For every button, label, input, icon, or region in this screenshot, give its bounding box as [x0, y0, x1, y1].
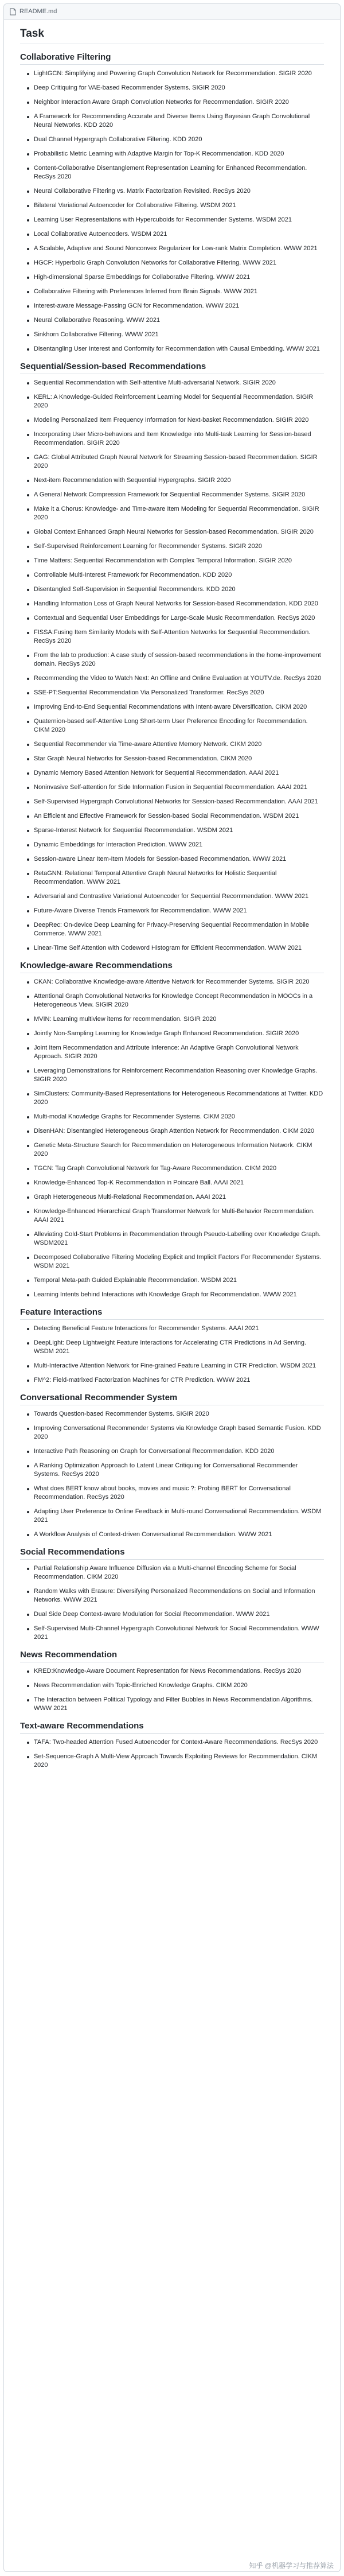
list-item: Joint Item Recommendation and Attribute Inference: An Adaptive Graph Convolutional Network Approach. SIGIR 2020: [27, 1044, 324, 1061]
list-item: News Recommendation with Topic-Enriched Knowledge Graphs. CIKM 2020: [27, 1681, 324, 1690]
list-item: GAG: Global Attributed Graph Neural Network for Streaming Session-based Recommendation. SIGIR 2020: [27, 453, 324, 471]
list-item: Alleviating Cold-Start Problems in Recommendation through Pseudo-Labelling over Knowledge Graph. WSDM2021: [27, 1230, 324, 1248]
list-item: Contextual and Sequential User Embeddings for Large-Scale Music Recommendation. RecSys 2020: [27, 614, 324, 623]
list-item: Leveraging Demonstrations for Reinforcement Recommendation Reasoning over Knowledge Graphs. SIGIR 2020: [27, 1067, 324, 1084]
list-item: Self-Supervised Reinforcement Learning for Recommender Systems. SIGIR 2020: [27, 542, 324, 551]
list-item: Sequential Recommender via Time-aware Attentive Memory Network. CIKM 2020: [27, 740, 324, 749]
section-heading: News Recommendation: [20, 1650, 324, 1662]
list-item: Collaborative Filtering with Preferences Inferred from Brain Signals. WWW 2021: [27, 287, 324, 296]
list-item: A Framework for Recommending Accurate and Diverse Items Using Bayesian Graph Convolutional Neural Networks. KDD 2020: [27, 112, 324, 130]
list-item: Bilateral Variational Autoencoder for Collaborative Filtering. WSDM 2021: [27, 201, 324, 210]
list-item: Self-Supervised Multi-Channel Hypergraph Convolutional Network for Social Recommendation. WWW 2021: [27, 1625, 324, 1642]
list-item: Next-item Recommendation with Sequential Hypergraphs. SIGIR 2020: [27, 476, 324, 485]
list-item: Make it a Chorus: Knowledge- and Time-aware Item Modeling for Sequential Recommendation. SIGIR 2020: [27, 505, 324, 522]
list-item: Learning Intents behind Interactions with Knowledge Graph for Recommendation. WWW 2021: [27, 1291, 324, 1299]
list-item: Attentional Graph Convolutional Networks for Knowledge Concept Recommendation in MOOCs in a Heterogeneous View. SIGIR 2020: [27, 992, 324, 1009]
list-item: Improving Conversational Recommender Systems via Knowledge Graph based Semantic Fusion. KDD 2020: [27, 1424, 324, 1442]
list-item: Dynamic Memory Based Attention Network for Sequential Recommendation. AAAI 2021: [27, 769, 324, 778]
list-item: Neighbor Interaction Aware Graph Convolution Networks for Recommendation. SIGIR 2020: [27, 98, 324, 107]
list-item: Sinkhorn Collaborative Filtering. WWW 2021: [27, 331, 324, 339]
section-heading: Knowledge-aware Recommendations: [20, 961, 324, 973]
list-item: Partial Relationship Aware Influence Diffusion via a Multi-channel Encoding Scheme for Social Recommendation. CIKM 2020: [27, 1564, 324, 1582]
file-header: [4, 4, 340, 20]
list-item: Session-aware Linear Item-Item Models for Session-based Recommendation. WWW 2021: [27, 855, 324, 864]
file-icon: [10, 8, 16, 15]
file-name[interactable]: README.md: [19, 8, 57, 15]
paper-list: [20, 1564, 324, 1642]
list-item: Genetic Meta-Structure Search for Recommendation on Heterogeneous Information Network. CIKM 2020: [27, 1141, 324, 1159]
list-item: Graph Heterogeneous Multi-Relational Recommendation. AAAI 2021: [27, 1193, 324, 1202]
list-item: TAFA: Two-headed Attention Fused Autoencoder for Context-Aware Recommendations. RecSys 2020: [27, 1738, 324, 1747]
list-item: Time Matters: Sequential Recommendation with Complex Temporal Information. SIGIR 2020: [27, 557, 324, 565]
list-item: Disentangling User Interest and Conformity for Recommendation with Causal Embedding. WWW 2021: [27, 345, 324, 353]
paper-list: [20, 1738, 324, 1770]
list-item: Multi-Interactive Attention Network for Fine-grained Feature Learning in CTR Prediction. WSDM 2021: [27, 1362, 324, 1370]
list-item: Controllable Multi-Interest Framework for Recommendation. KDD 2020: [27, 571, 324, 580]
list-item: Towards Question-based Recommender Systems. SIGIR 2020: [27, 1410, 324, 1419]
list-item: Probabilistic Metric Learning with Adaptive Margin for Top-K Recommendation. KDD 2020: [27, 150, 324, 158]
list-item: FISSA:Fusing Item Similarity Models with Self-Attention Networks for Sequential Recommendation. RecSys 2020: [27, 628, 324, 646]
list-item: Decomposed Collaborative Filtering Modeling Explicit and Implicit Factors For Recommender Systems. WSDM 2021: [27, 1253, 324, 1270]
list-item: A Scalable, Adaptive and Sound Nonconvex Regularizer for Low-rank Matrix Completion. WWW 2021: [27, 244, 324, 253]
list-item: Deep Critiquing for VAE-based Recommender Systems. SIGIR 2020: [27, 84, 324, 92]
list-item: Disentangled Self-Supervision in Sequential Recommenders. KDD 2020: [27, 585, 324, 594]
list-item: Adapting User Preference to Online Feedback in Multi-round Conversational Recommendation. WSDM 2021: [27, 1507, 324, 1525]
page-title: Task: [20, 28, 324, 44]
list-item: Local Collaborative Autoencoders. WSDM 2021: [27, 230, 324, 239]
section-heading: Social Recommendations: [20, 1547, 324, 1560]
list-item: A General Network Compression Framework for Sequential Recommender Systems. SIGIR 2020: [27, 491, 324, 499]
paper-list: [20, 379, 324, 953]
list-item: CKAN: Collaborative Knowledge-aware Attentive Network for Recommender Systems. SIGIR 2020: [27, 978, 324, 986]
list-item: Interest-aware Message-Passing GCN for Recommendation. WWW 2021: [27, 302, 324, 310]
list-item: A Workflow Analysis of Context-driven Conversational Recommendation. WWW 2021: [27, 1530, 324, 1539]
list-item: Handling Information Loss of Graph Neural Networks for Session-based Recommendation. KDD 2020: [27, 600, 324, 608]
watermark-text: 知乎 @机器学习与推荐算法: [249, 2562, 334, 2570]
list-item: Neural Collaborative Filtering vs. Matrix Factorization Revisited. RecSys 2020: [27, 187, 324, 196]
list-item: Dual Side Deep Context-aware Modulation for Social Recommendation. WWW 2021: [27, 1610, 324, 1619]
paper-list: [20, 1410, 324, 1539]
list-item: Star Graph Neural Networks for Session-based Recommendation. CIKM 2020: [27, 755, 324, 763]
list-item: Future-Aware Diverse Trends Framework for Recommendation. WWW 2021: [27, 907, 324, 915]
list-item: MVIN: Learning multiview items for recommendation. SIGIR 2020: [27, 1015, 324, 1024]
paper-list: [20, 1324, 324, 1385]
list-item: Modeling Personalized Item Frequency Information for Next-basket Recommendation. SIGIR 2020: [27, 416, 324, 425]
list-item: RetaGNN: Relational Temporal Attentive Graph Neural Networks for Holistic Sequential Recommendation. WWW 2021: [27, 869, 324, 887]
list-item: TGCN: Tag Graph Convolutional Network for Tag-Aware Recommendation. CIKM 2020: [27, 1164, 324, 1173]
list-item: Interactive Path Reasoning on Graph for Conversational Recommendation. KDD 2020: [27, 1447, 324, 1456]
list-item: Noninvasive Self-attention for Side Information Fusion in Sequential Recommendation. AAAI 2021: [27, 783, 324, 792]
list-item: Jointly Non-Sampling Learning for Knowledge Graph Enhanced Recommendation. SIGIR 2020: [27, 1029, 324, 1038]
list-item: Dual Channel Hypergraph Collaborative Filtering. KDD 2020: [27, 135, 324, 144]
list-item: Self-Supervised Hypergraph Convolutional Networks for Session-based Recommendation. AAAI 2021: [27, 798, 324, 806]
list-item: Set-Sequence-Graph A Multi-View Approach Towards Exploiting Reviews for Recommendation. CIKM 2020: [27, 1753, 324, 1770]
section-heading: Text-aware Recommendations: [20, 1721, 324, 1734]
list-item: DeepLight: Deep Lightweight Feature Interactions for Accelerating CTR Predictions in Ad Serving. WSDM 2021: [27, 1339, 324, 1356]
list-item: Neural Collaborative Reasoning. WWW 2021: [27, 316, 324, 325]
readme-file-card: [3, 3, 341, 2572]
list-item: Global Context Enhanced Graph Neural Networks for Session-based Recommendation. SIGIR 2020: [27, 528, 324, 537]
list-item: Improving End-to-End Sequential Recommendations with Intent-aware Diversification. CIKM 2020: [27, 703, 324, 712]
list-item: Detecting Beneficial Feature Interactions for Recommender Systems. AAAI 2021: [27, 1324, 324, 1333]
readme-content: [4, 20, 340, 1770]
list-item: Knowledge-Enhanced Top-K Recommendation in Poincaré Ball. AAAI 2021: [27, 1179, 324, 1187]
list-item: SSE-PT:Sequential Recommendation Via Personalized Transformer. RecSys 2020: [27, 689, 324, 697]
paper-list: [20, 69, 324, 353]
list-item: Linear-Time Self Attention with Codeword Histogram for Efficient Recommendation. WWW 2021: [27, 944, 324, 953]
list-item: FM^2: Field-matrixed Factorization Machines for CTR Prediction. WWW 2021: [27, 1376, 324, 1385]
list-item: KERL: A Knowledge-Guided Reinforcement Learning Model for Sequential Recommendation. SIGIR 2020: [27, 393, 324, 410]
list-item: DisenHAN: Disentangled Heterogeneous Graph Attention Network for Recommendation. CIKM 2020: [27, 1127, 324, 1136]
section-heading: Sequential/Session-based Recommendations: [20, 362, 324, 374]
list-item: Sparse-Interest Network for Sequential Recommendation. WSDM 2021: [27, 826, 324, 835]
list-item: Incorporating User Micro-behaviors and Item Knowledge into Multi-task Learning for Session-based Recommendation. SIGIR 2020: [27, 430, 324, 448]
list-item: Adversarial and Contrastive Variational Autoencoder for Sequential Recommendation. WWW 2021: [27, 892, 324, 901]
list-item: What does BERT know about books, movies and music ?: Probing BERT for Conversational Recommendation. RecSys 2020: [27, 1485, 324, 1502]
list-item: High-dimensional Sparse Embeddings for Collaborative Filtering. WWW 2021: [27, 273, 324, 282]
list-item: A Ranking Optimization Approach to Latent Linear Critiquing for Conversational Recommender Systems. RecSys 2020: [27, 1462, 324, 1479]
list-item: Quaternion-based self-Attentive Long Short-term User Preference Encoding for Recommendation. CIKM 2020: [27, 717, 324, 735]
paper-list: [20, 1667, 324, 1713]
list-item: Knowledge-Enhanced Hierarchical Graph Transformer Network for Multi-Behavior Recommendation. AAAI 2021: [27, 1207, 324, 1225]
list-item: HGCF: Hyperbolic Graph Convolution Networks for Collaborative Filtering. WWW 2021: [27, 259, 324, 267]
sections-container: [20, 52, 324, 1770]
list-item: LightGCN: Simplifying and Powering Graph Convolution Network for Recommendation. SIGIR 2020: [27, 69, 324, 78]
watermark: [249, 2561, 334, 2570]
section-heading: Feature Interactions: [20, 1307, 324, 1320]
list-item: Sequential Recommendation with Self-attentive Multi-adversarial Network. SIGIR 2020: [27, 379, 324, 387]
list-item: Recommending the Video to Watch Next: An Offline and Online Evaluation at YOUTV.de. RecSys 2020: [27, 674, 324, 683]
list-item: DeepRec: On-device Deep Learning for Privacy-Preserving Sequential Recommendation in Mobile Commerce. WWW 2021: [27, 921, 324, 938]
section-heading: Collaborative Filtering: [20, 52, 324, 65]
list-item: Learning User Representations with Hypercuboids for Recommender Systems. WSDM 2021: [27, 216, 324, 224]
list-item: An Efficient and Effective Framework for Session-based Social Recommendation. WSDM 2021: [27, 812, 324, 821]
list-item: Multi-modal Knowledge Graphs for Recommender Systems. CIKM 2020: [27, 1113, 324, 1121]
list-item: SimClusters: Community-Based Representations for Heterogeneous Recommendations at Twitter. KDD 2020: [27, 1090, 324, 1107]
section-heading: Conversational Recommender System: [20, 1393, 324, 1405]
list-item: Content-Collaborative Disentanglement Representation Learning for Enhanced Recommendation. RecSys 2020: [27, 164, 324, 181]
list-item: The Interaction between Political Typology and Filter Bubbles in News Recommendation Algorithms. WWW 2021: [27, 1696, 324, 1713]
list-item: From the lab to production: A case study of session-based recommendations in the home-improvement domain. RecSys 2020: [27, 651, 324, 669]
list-item: Dynamic Embeddings for Interaction Prediction. WWW 2021: [27, 841, 324, 849]
list-item: Temporal Meta-path Guided Explainable Recommendation. WSDM 2021: [27, 1276, 324, 1285]
list-item: KRED:Knowledge-Aware Document Representation for News Recommendations. RecSys 2020: [27, 1667, 324, 1676]
list-item: Random Walks with Erasure: Diversifying Personalized Recommendations on Social and Information Networks. WWW 2021: [27, 1587, 324, 1604]
paper-list: [20, 978, 324, 1299]
